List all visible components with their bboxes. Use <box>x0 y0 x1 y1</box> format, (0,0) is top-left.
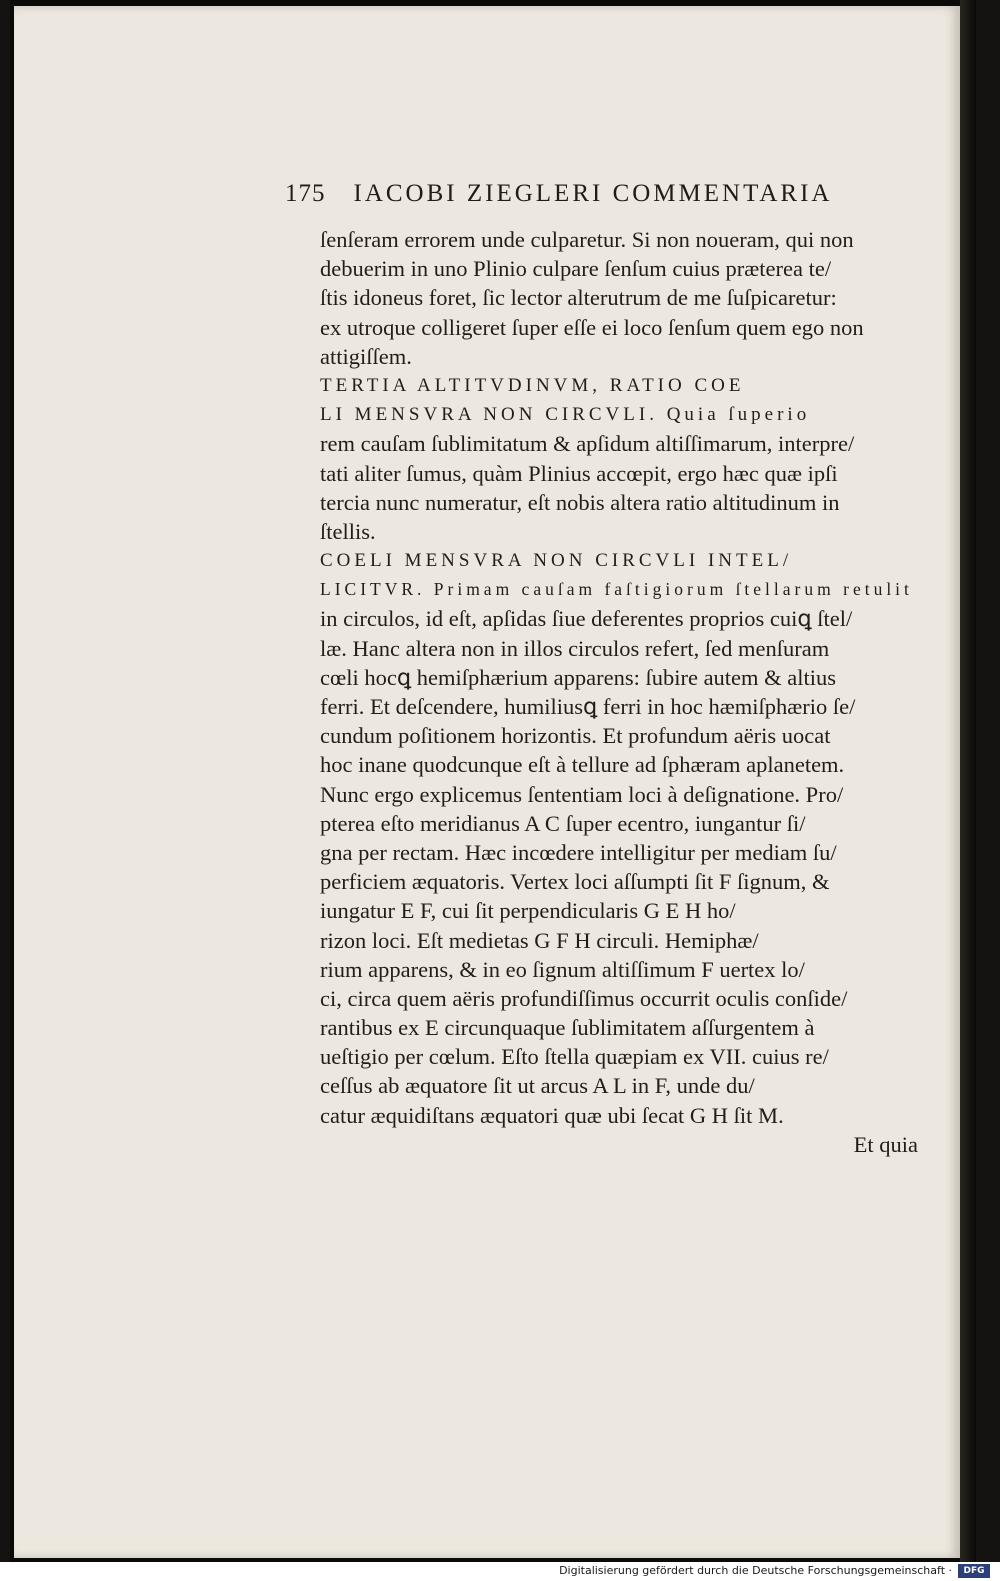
text-line: iungatur E F, cui ſit perpendicularis G E H ho/ <box>320 898 736 924</box>
text-line: ſtellis. <box>320 518 376 544</box>
text-line: ci, circa quem aëris profundiſſimus occurrit oculis conſide/ <box>320 985 848 1011</box>
text-line: rizon loci. Eſt medietas G F H circuli. Hemiphæ/ <box>320 927 759 953</box>
text-line: LICITVR. Primam cauſam faſtigiorum ſtellarum retulit <box>320 579 913 600</box>
dfg-logo: DFG <box>958 1564 990 1578</box>
text-line: cœli hocꝗ hemiſphærium apparens: ſubire autem & altius <box>320 664 837 690</box>
text-line: ſtis idoneus foret, ſic lector alterutrum de me ſuſpicaretur: <box>320 285 837 311</box>
text-line: rem cauſam ſublimitatum & apſidum altiſſimarum, interpre/ <box>320 431 855 457</box>
text-line: ceſſus ab æquatore ſit ut arcus A L in F, unde du/ <box>320 1073 755 1099</box>
text-line: in circulos, id eſt, apſidas ſiue deferentes proprios cuiꝗ ſtel/ <box>320 606 853 632</box>
text-line: debuerim in uno Plinio culpare ſenſum cuius præterea te/ <box>320 256 832 282</box>
text-line: Nunc ergo explicemus ſententiam loci à deſignatione. Pro/ <box>320 781 844 807</box>
text-line: cundum poſitionem horizontis. Et profundum aëris uocat <box>320 723 831 749</box>
footer-bar <box>0 1562 1000 1581</box>
page-header <box>285 180 905 208</box>
text-line: attigiſſem. <box>320 343 412 369</box>
running-title: IACOBI ZIEGLERI COMMENTARIA <box>353 180 833 207</box>
body-text <box>320 225 920 1159</box>
text-line: LI MENSVRA NON CIRCVLI. Quia ſuperio <box>320 404 811 426</box>
text-line: gna per rectam. Hæc incœdere intelligitur per mediam ſu/ <box>320 839 837 865</box>
text-line: Et quia <box>853 1131 918 1157</box>
text-line: ferri. Et deſcendere, humiliusꝗ ferri in hoc hæmiſphærio ſe/ <box>320 694 856 719</box>
text-line: rium apparens, & in eo ſignum altiſſimum F uertex lo/ <box>320 956 805 982</box>
text-line: COELI MENSVRA NON CIRCVLI INTEL/ <box>320 550 793 572</box>
page-edge-shadow <box>960 0 976 1562</box>
text-line: ſenſeram errorem unde culparetur. Si non noueram, qui non <box>320 227 854 252</box>
text-line: ex utroque colligeret ſuper eſſe ei loco ſenſum quem ego non <box>320 314 864 340</box>
text-line: ueſtigio per cœlum. Eſto ſtella quæpiam ex VII. cuius re/ <box>320 1044 829 1070</box>
text-line: hoc inane quodcunque eſt à tellure ad ſphæram aplanetem. <box>320 752 845 778</box>
text-line: perficiem æquatoris. Vertex loci aſſumpti ſit F ſignum, & <box>320 869 830 895</box>
text-line: rantibus ex E circunquaque ſublimitatem aſſurgentem à <box>320 1015 815 1041</box>
text-line: pterea eſto meridianus A C ſuper ecentro, iungantur ſi/ <box>320 810 806 836</box>
text-line: TERTIA ALTITVDINVM, RATIO COE <box>320 374 745 396</box>
text-line: tati aliter ſumus, quàm Plinius accœpit, ergo hæc quæ ipſi <box>320 460 838 486</box>
funding-credit: Digitalisierung gefördert durch die Deutsche Forschungsgemeinschaft · <box>559 1564 952 1577</box>
text-line: læ. Hanc altera non in illos circulos refert, ſed menſuram <box>320 635 830 661</box>
text-line: catur æquidiſtans æquatori quæ ubi ſecat G H ſit M. <box>320 1102 784 1128</box>
text-line: tercia nunc numeratur, eſt nobis altera ratio altitudinum in <box>320 489 840 515</box>
page-number: 175 <box>285 180 326 207</box>
